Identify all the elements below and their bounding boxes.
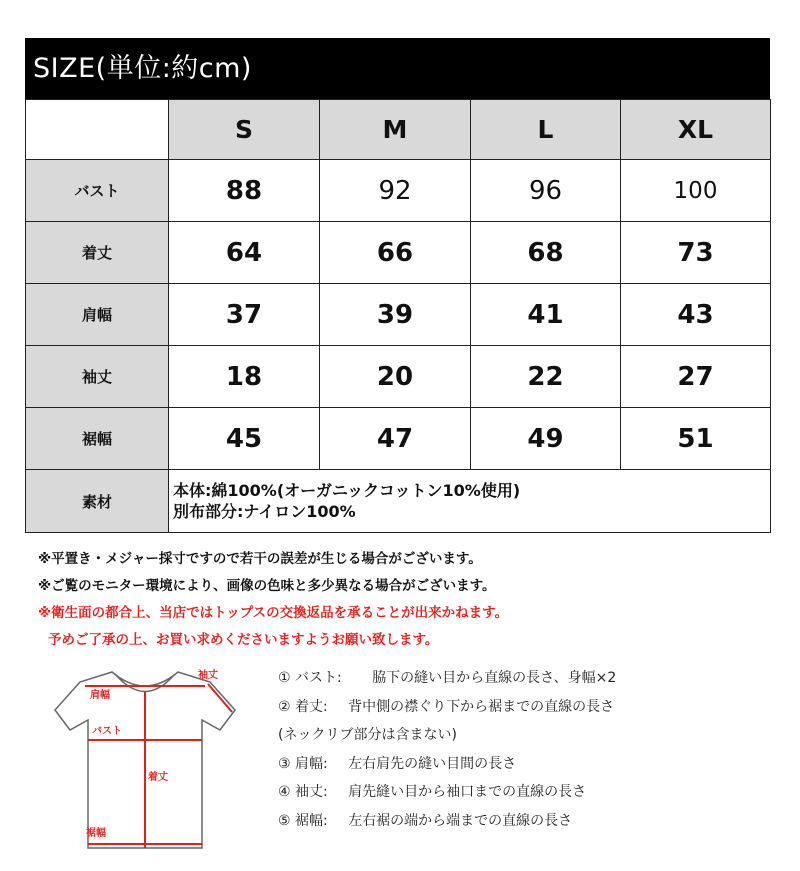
size-table	[25, 99, 771, 533]
sleeve-l: 22	[471, 346, 621, 408]
list-item	[278, 664, 778, 693]
num-2: ②	[278, 698, 291, 715]
row-label-bust: バスト	[26, 160, 169, 222]
note-3: ※衛生面の都合上、当店ではトップスの交換返品を承ることが出来かねます。	[38, 605, 509, 621]
row-label-sleeve: 袖丈	[26, 346, 169, 408]
hem-s: 45	[169, 408, 320, 470]
hem-xl: 51	[621, 408, 771, 470]
bust-m: 92	[320, 160, 471, 222]
size-header-row	[26, 100, 771, 160]
hem-label: 裾幅	[86, 828, 106, 839]
bust-xl: 100	[621, 160, 771, 222]
sleeve-m: 20	[320, 346, 471, 408]
table-row	[26, 346, 771, 408]
name-1: バスト:	[295, 670, 342, 686]
size-title-bar	[25, 38, 770, 99]
bust-s: 88	[169, 160, 320, 222]
shoulder-l: 41	[471, 284, 621, 346]
size-title: SIZE(単位:約cm)	[33, 53, 252, 84]
table-row	[26, 222, 771, 284]
name-3: 肩幅:	[295, 755, 328, 772]
size-header-m: M	[320, 100, 471, 160]
material-cell	[169, 470, 771, 533]
length-l: 68	[471, 222, 621, 284]
notes	[38, 546, 778, 654]
desc-5: 左右裾の端から端までの直線の長さ	[348, 812, 573, 829]
shoulder-s: 37	[169, 284, 320, 346]
num-1: ①	[278, 670, 291, 686]
desc-3: 左右肩先の縫い目間の長さ	[348, 755, 517, 772]
measurement-guide	[278, 664, 778, 835]
length-label: 着丈	[148, 772, 168, 783]
list-item	[278, 807, 778, 836]
note-1: ※平置き・メジャー採寸ですので若干の誤差が生じる場合がございます。	[38, 551, 482, 567]
size-header-l: L	[471, 100, 621, 160]
material-line-1: 本体:綿100%(オーガニックコットン10%使用)	[173, 481, 521, 500]
corner-cell	[26, 100, 169, 160]
shoulder-xl: 43	[621, 284, 771, 346]
sleeve-label: 袖丈	[198, 670, 218, 681]
note-2: ※ご覧のモニター環境により、画像の色味と多少異なる場合がございます。	[38, 578, 496, 594]
name-2: 着丈:	[295, 698, 328, 715]
row-label-hem: 裾幅	[26, 408, 169, 470]
desc-2: 背中側の襟ぐり下から裾までの直線の長さ	[348, 698, 615, 715]
desc-1: 脇下の縫い目から直線の長さ、身幅×2	[372, 670, 617, 686]
list-item	[278, 693, 778, 722]
material-row	[26, 470, 771, 533]
table-row	[26, 160, 771, 222]
shoulder-m: 39	[320, 284, 471, 346]
length-xl: 73	[621, 222, 771, 284]
sleeve-xl: 27	[621, 346, 771, 408]
list-item	[278, 721, 778, 750]
bust-label: バスト	[92, 726, 122, 737]
size-header-s: S	[169, 100, 320, 160]
table-row	[26, 284, 771, 346]
row-label-length: 着丈	[26, 222, 169, 284]
list-item	[278, 778, 778, 807]
table-row	[26, 408, 771, 470]
num-4: ④	[278, 784, 291, 800]
row-label-material: 素材	[26, 470, 169, 533]
name-4: 袖丈:	[295, 784, 328, 800]
row-label-shoulder: 肩幅	[26, 284, 169, 346]
desc-4: 肩先縫い目から袖口までの直線の長さ	[348, 784, 587, 800]
hem-l: 49	[471, 408, 621, 470]
num-5: ⑤	[278, 812, 291, 829]
hem-m: 47	[320, 408, 471, 470]
note-4: 予めご了承の上、お買い求めくださいますようお願い致します。	[48, 632, 439, 648]
size-header-xl: XL	[621, 100, 771, 160]
name-5: 裾幅:	[295, 812, 328, 829]
list-item	[278, 750, 778, 779]
length-s: 64	[169, 222, 320, 284]
sleeve-s: 18	[169, 346, 320, 408]
material-line-2: 別布部分:ナイロン100%	[173, 502, 356, 521]
length-m: 66	[320, 222, 471, 284]
bust-l: 96	[471, 160, 621, 222]
num-3: ③	[278, 755, 291, 772]
tshirt-diagram	[40, 648, 250, 858]
extra-2: (ネックリブ部分は含まない)	[278, 727, 457, 743]
shoulder-label: 肩幅	[90, 690, 110, 701]
